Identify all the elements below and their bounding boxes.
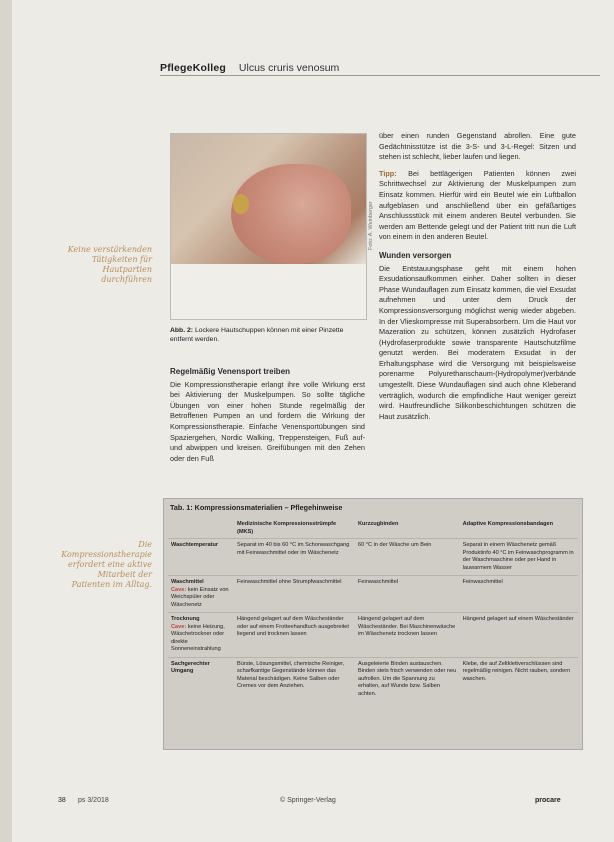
section-heading-wunden: Wunden versorgen	[379, 250, 452, 260]
right-column	[379, 131, 576, 422]
photo-credit: Foto: A. Weinberger	[368, 201, 374, 250]
table-cell: 60 °C in der Wäsche um Bein	[355, 539, 460, 576]
table	[168, 519, 578, 701]
table-cell: Hängend gelagert auf dem Wäscheständer oder auf einem Frotteehandtuch ausgebreitet liegend und trocknen lassen	[234, 613, 355, 658]
row-header	[168, 657, 234, 701]
margin-note-1: Keine verstärkenden Tätigkeiten für Hautpartien durchführen	[67, 245, 152, 284]
table-cell: Separat in einem Wäschenetz gemäß Produktinfo 40 °C im Feinwaschprogramm in der Waschmaschine oder per Hand in lauwarmem Wasser	[460, 539, 578, 576]
publisher-label: © Springer-Verlag	[280, 797, 336, 804]
left-column	[170, 367, 365, 464]
paragraph-continued: über einen runden Gegenstand abrollen. Eine gute Gedächtnisstütze ist die 3-S- und 3-L-Regel: Sitzen und stehen ist schlecht, lieber laufen und liegen.	[379, 131, 576, 162]
page-number: 38	[58, 797, 66, 804]
row-note: keine Heizung, Wäschetrockner oder direkte Sonneneinstrahlung	[171, 623, 225, 652]
row-label: Waschtemperatur	[171, 542, 219, 548]
table-row	[168, 613, 578, 658]
tip-label: Tipp:	[379, 168, 397, 178]
row-label: Waschmittel	[171, 579, 204, 585]
row-header	[168, 539, 234, 576]
section-title: PflegeKolleg	[160, 62, 226, 74]
tip-text: Bei bettlägerigen Patienten können zwei Schrittwechsel zur Aktivierung der Muskelpumpen zum Einsatz kommen. Hierfür wird ein Beutel wie ein Luftballon aufgeblasen und anschließend über ein gefäßartiges Anschlussstück mit einem anderen Beutel verbunden. Sie werden am Bettende gelegt und der Patient tritt nun die Luft von einem in den anderen Beutel.	[379, 168, 576, 242]
table-cell: Bürste, Lösungsmittel, chemische Reiniger, scharfkantige Gegenstände können das Material beschädigen. Keine Salben oder Cremes vor dem Anziehen.	[234, 657, 355, 701]
foot-sole	[231, 164, 351, 264]
compression-table	[163, 498, 583, 750]
issue-label: ps 3/2018	[78, 797, 109, 804]
table-row	[168, 657, 578, 701]
table-cell: Hängend gelagert auf einem Wäscheständer	[460, 613, 578, 658]
row-header	[168, 613, 234, 658]
cloth-underlay	[171, 264, 366, 319]
row-label: Trocknung	[171, 616, 200, 622]
row-header	[168, 576, 234, 613]
table-row	[168, 539, 578, 576]
table-cell: Hängend gelagert auf dem Wäscheständer. Bei Maschinenwäsche im Wäschenetz trocknen lassen	[355, 613, 460, 658]
table-cell: Feinwaschmittel	[460, 576, 578, 613]
wound-spot	[233, 194, 249, 214]
brand-label: procare	[535, 797, 561, 804]
table-title: Tab. 1: Kompressionsmaterialien – Pflegehinweise	[170, 503, 343, 512]
paragraph-wunden: Die Entstauungsphase geht mit einem hohen Exsudationsaufkommen einher. Daher sollten in dieser Phase Wundauflagen zum Einsatz kommen, die viel Exsudat aufnehmen und unter dem Druck der Kompressionsversorgung möglichst wenig wieder abgeben. In der Vlieskompresse mit Superabsorbern. Um die Haut vor Mazeration zu schützen, können zusätzlich Hydrofaser (Hydrofaserprodukte sowie transparente Hautschutzfilme genutzt werden. Bei moderatem Exsudat in der Erhaltungsphase wird die Versorgung mit beispielsweise porenarme Polyurethanschaum-(Hydropolymer)verbände umgestellt. Diese Wundauflagen sind auch ohne Kleberand verträglich, wodurch die empfindliche Haut weniger gereizt wird. Hautfreundliche Silikonbeschichtungen schützen die Haut zusätzlich.	[379, 263, 576, 421]
table-cell: Separat im 40 bis 60 °C im Schonwaschgang mit Feinwaschmittel oder im Wäschenetz	[234, 539, 355, 576]
paragraph-venensport: Die Kompressionstherapie erlangt ihre volle Wirkung erst bei Aktivierung der Muskelpumpen. So sollte tägliche Übungen von einer hohen Stunde regelmäßig der Betroffenen Pumpen an und fordern die Wirkung der Kompressionstherapie. Einfache Venensportübungen sind Spaziergehen, Nordic Walking, Treppensteigen, Fuß auf- und abwippen und kreisen. Greifübungen mit den Zehen oder den Fuß	[170, 379, 365, 463]
margin-note-2: Die Kompressionstherapie erfordert eine aktive Mitarbeit der Patienten im Alltag.	[61, 540, 152, 589]
table-cell: Feinwaschmittel ohne Strumpfwaschmittel	[234, 576, 355, 613]
running-header	[160, 62, 339, 74]
wound-photo	[170, 133, 367, 320]
row-note: kein Einsatz von Weichspüler oder Wäschenetz	[171, 586, 229, 608]
table-cell: Feinwaschmittel	[355, 576, 460, 613]
table-cell: Klebe, die auf Zeltklettverschlüssen sind regelmäßig reinigen. Nicht rauben, sondern waschen.	[460, 657, 578, 701]
figure-caption	[170, 326, 365, 344]
caption-text: Lockere Hautschuppen können mit einer Pinzette entfernt werden.	[170, 327, 344, 343]
column-header: Kurzzugbinden	[357, 521, 399, 527]
header-rule	[160, 75, 600, 76]
scan-edge	[0, 0, 12, 842]
tip-paragraph	[379, 169, 576, 243]
column-header	[168, 519, 234, 539]
table-header-row	[168, 519, 578, 539]
warning-label: Cave:	[171, 586, 187, 593]
column-header: Medizinische Kompressionsstrümpfe (MKS)	[237, 521, 337, 535]
section-heading-venensport: Regelmäßig Venensport treiben	[170, 367, 291, 376]
topic-title: Ulcus cruris venosum	[238, 62, 340, 74]
table-grid	[168, 519, 578, 701]
table-row	[168, 576, 578, 613]
table-cell: Ausgeleierte Binden austauschen. Binden stets frisch verwenden oder neu aufrollen. Um die Spannung zu erhalten, auf Wunde bzw. Salben achten.	[355, 657, 460, 701]
caption-label: Abb. 2:	[170, 327, 194, 334]
row-label: Sachgerechter Umgang	[171, 660, 210, 674]
warning-label: Cave:	[171, 623, 187, 630]
column-header: Adaptive Kompressionsbandagen	[462, 521, 554, 527]
